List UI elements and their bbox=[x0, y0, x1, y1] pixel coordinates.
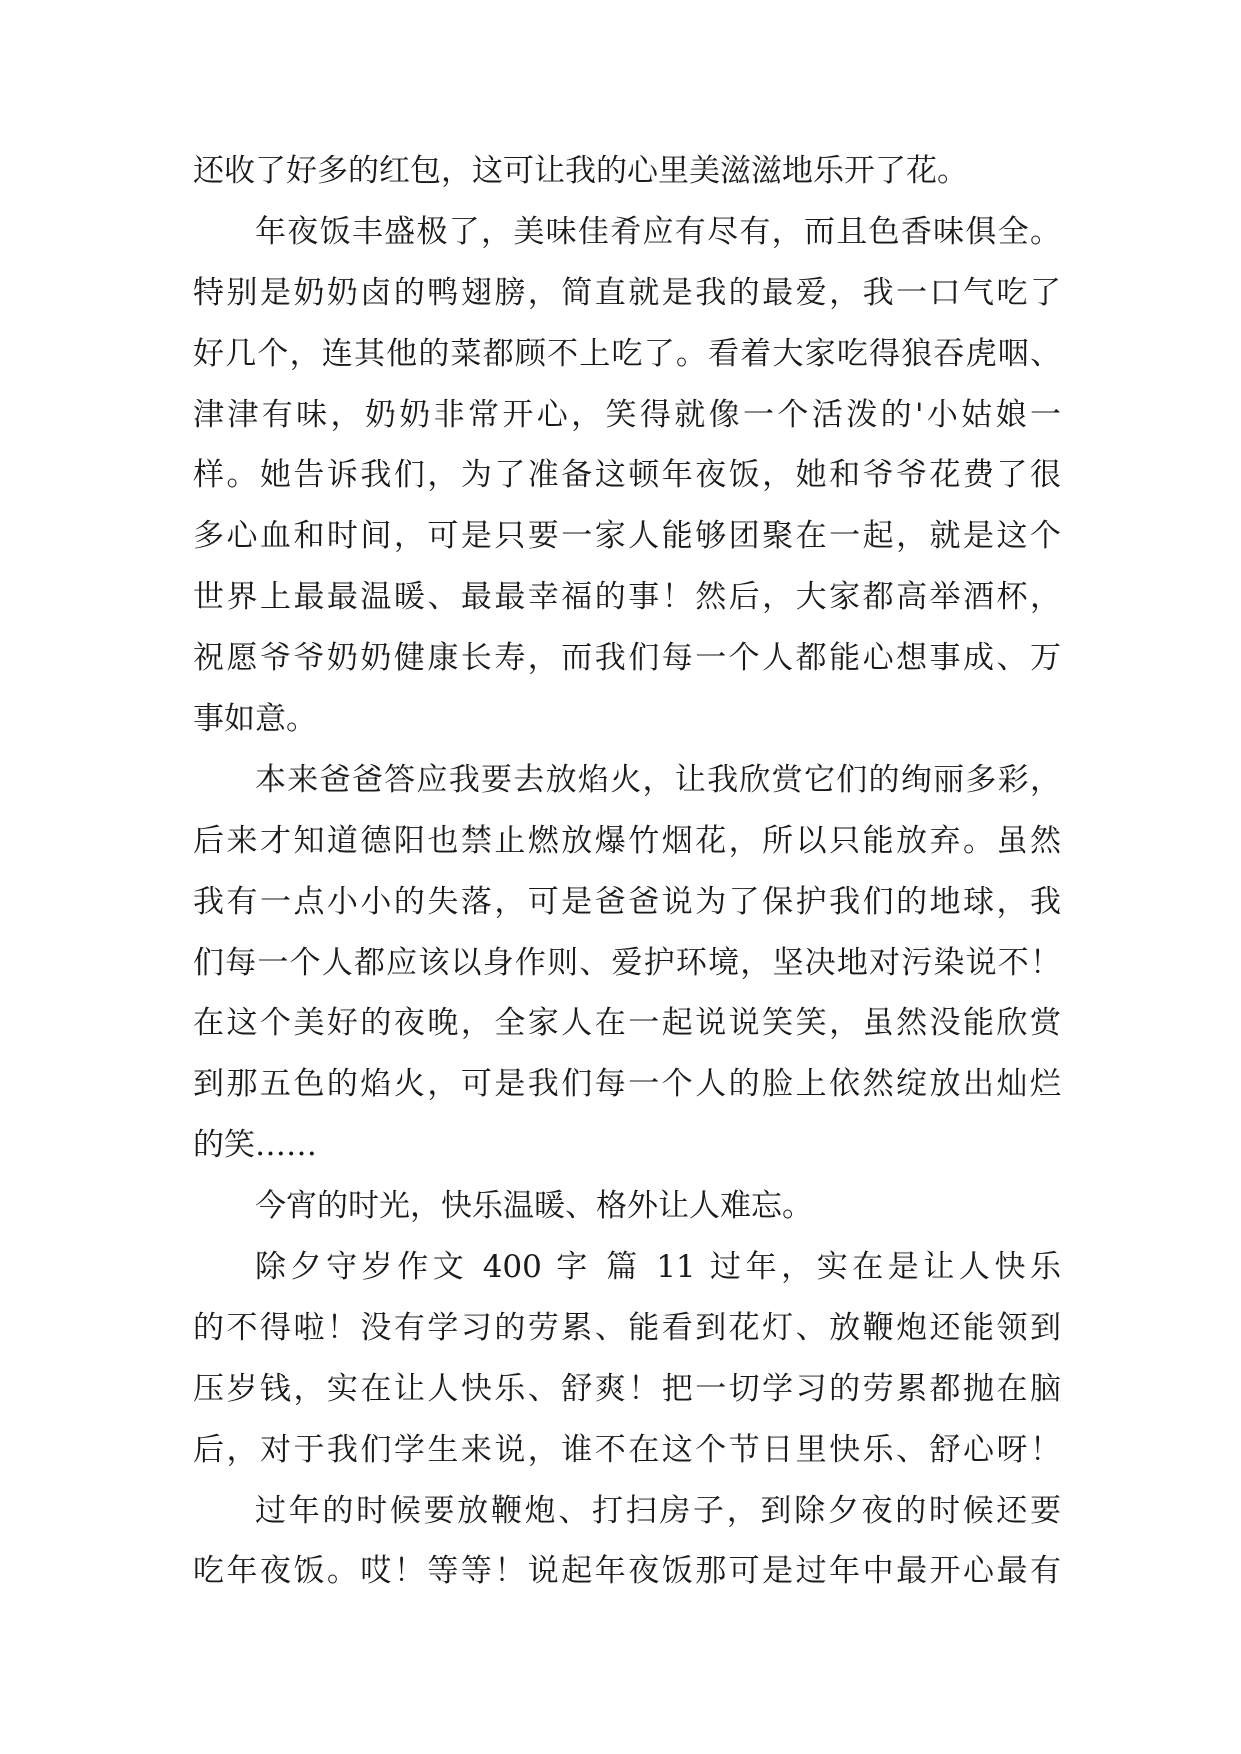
text-line: 世界上最最温暖、最最幸福的事！然后，大家都高举酒杯， bbox=[193, 579, 1061, 616]
text-line: 除夕守岁作文 400 字 篇 11 过年，实在是让人快乐 bbox=[255, 1249, 1061, 1286]
text-line: 后，对于我们学生来说，谁不在这个节日里快乐、舒心呀！ bbox=[193, 1431, 1061, 1468]
text-line: 今宵的时光，快乐温暖、格外让人难忘。 bbox=[255, 1188, 813, 1225]
text-line: 在这个美好的夜晚，全家人在一起说说笑笑，虽然没能欣赏 bbox=[193, 1005, 1061, 1042]
text-line: 本来爸爸答应我要去放焰火，让我欣赏它们的绚丽多彩， bbox=[255, 761, 1061, 798]
text-line: 们每一个人都应该以身作则、爱护环境，坚决地对污染说不！ bbox=[193, 944, 1061, 981]
text-line: 吃年夜饭。哎！等等！说起年夜饭那可是过年中最开心最有 bbox=[193, 1553, 1061, 1590]
essay-body bbox=[193, 154, 1061, 1615]
text-line: 年夜饭丰盛极了，美味佳肴应有尽有，而且色香味俱全。 bbox=[255, 213, 1061, 250]
text-line: 我有一点小小的失落，可是爸爸说为了保护我们的地球，我 bbox=[193, 883, 1061, 920]
text-line: 样。她告诉我们，为了准备这顿年夜饭，她和爷爷花费了很 bbox=[193, 457, 1061, 494]
text-line: 到那五色的焰火，可是我们每一个人的脸上依然绽放出灿烂 bbox=[193, 1066, 1061, 1103]
text-line: 祝愿爷爷奶奶健康长寿，而我们每一个人都能心想事成、万 bbox=[193, 640, 1061, 677]
text-line: 特别是奶奶卤的鸭翅膀，简直就是我的最爱，我一口气吃了 bbox=[193, 274, 1061, 311]
text-line: 多心血和时间，可是只要一家人能够团聚在一起，就是这个 bbox=[193, 518, 1061, 555]
text-line: 过年的时候要放鞭炮、打扫房子，到除夕夜的时候还要 bbox=[255, 1492, 1061, 1529]
text-line: 好几个，连其他的菜都顾不上吃了。看着大家吃得狼吞虎咽、 bbox=[193, 335, 1061, 372]
text-line: 的不得啦！没有学习的劳累、能看到花灯、放鞭炮还能领到 bbox=[193, 1309, 1061, 1346]
text-line: 津津有味，奶奶非常开心，笑得就像一个活泼的'小姑娘一 bbox=[193, 396, 1061, 433]
text-line: 压岁钱，实在让人快乐、舒爽！把一切学习的劳累都抛在脑 bbox=[193, 1370, 1061, 1407]
text-line: 的笑…… bbox=[193, 1127, 317, 1164]
text-line: 后来才知道德阳也禁止燃放爆竹烟花，所以只能放弃。虽然 bbox=[193, 822, 1061, 859]
text-line: 还收了好多的红包，这可让我的心里美滋滋地乐开了花。 bbox=[193, 153, 968, 189]
text-line: 事如意。 bbox=[193, 701, 317, 738]
